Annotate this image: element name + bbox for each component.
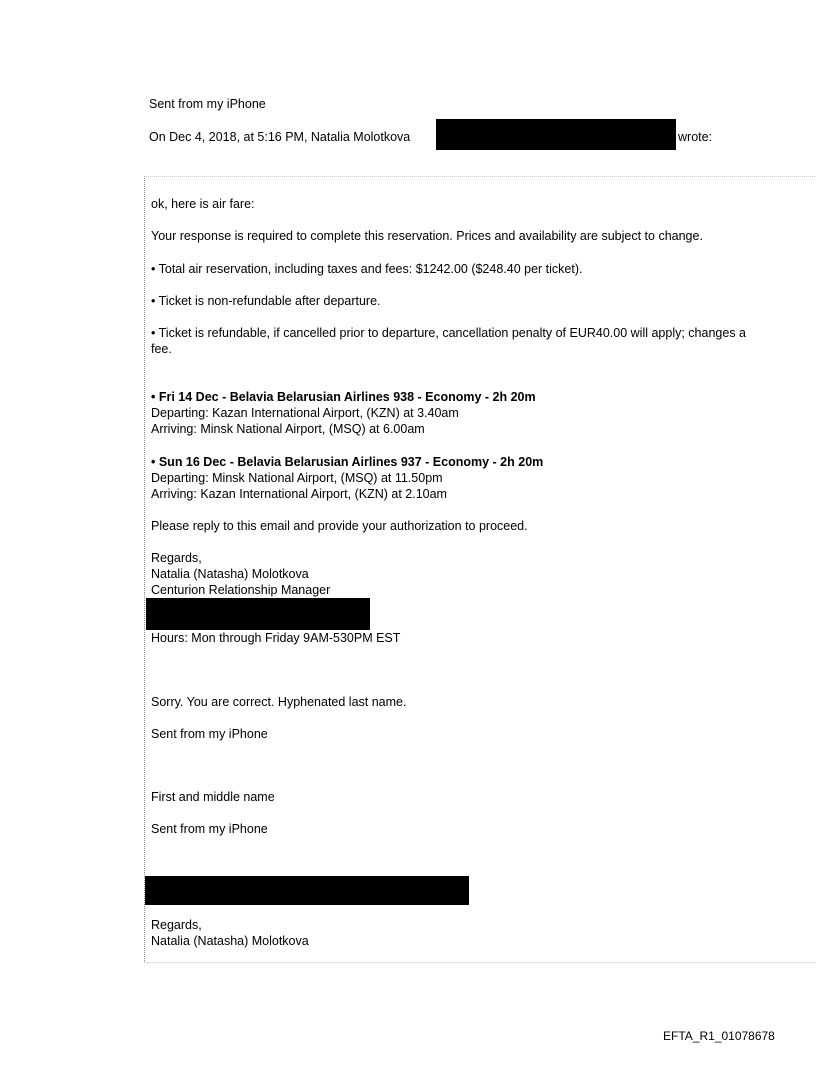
signature-regards: Regards,: [151, 551, 202, 565]
redaction-contact: [146, 598, 370, 630]
document-id: EFTA_R1_01078678: [663, 1029, 775, 1043]
flight-1-arriving: Arriving: Minsk National Airport, (MSQ) at 6.00am: [151, 422, 425, 436]
sent-from-line-3: Sent from my iPhone: [151, 822, 268, 836]
reply-request-text: Please reply to this email and provide your authorization to proceed.: [151, 519, 528, 533]
sent-from-line-2: Sent from my iPhone: [151, 727, 268, 741]
signature-name: Natalia (Natasha) Molotkova: [151, 567, 309, 581]
flight-2-title: • Sun 16 Dec - Belavia Belarusian Airlines 937 - Economy - 2h 20m: [151, 455, 544, 469]
sorry-text: Sorry. You are correct. Hyphenated last name.: [151, 695, 407, 709]
wrote-label: wrote:: [678, 130, 713, 144]
refundable-bullet-cont: fee.: [151, 342, 172, 356]
nonrefundable-bullet: • Ticket is non-refundable after departure.: [151, 294, 381, 308]
flight-2-arriving: Arriving: Kazan International Airport, (KZN) at 2.10am: [151, 487, 447, 501]
first-middle-text: First and middle name: [151, 790, 275, 804]
response-required-text: Your response is required to complete this reservation. Prices and availability are subject to change.: [151, 229, 703, 243]
redaction-email: [436, 119, 676, 150]
name-2: Natalia (Natasha) Molotkova: [151, 934, 309, 948]
flight-1-departing: Departing: Kazan International Airport, (KZN) at 3.40am: [151, 406, 459, 420]
sent-from-line: Sent from my iPhone: [149, 97, 266, 111]
redaction-block: [145, 876, 469, 905]
signature-hours: Hours: Mon through Friday 9AM-530PM EST: [151, 631, 401, 645]
intro-text: ok, here is air fare:: [151, 197, 255, 211]
signature-role: Centurion Relationship Manager: [151, 583, 331, 597]
flight-2-departing: Departing: Minsk National Airport, (MSQ) at 11.50pm: [151, 471, 443, 485]
flight-1-title: • Fri 14 Dec - Belavia Belarusian Airlines 938 - Economy - 2h 20m: [151, 390, 536, 404]
regards-2: Regards,: [151, 918, 202, 932]
on-date-line: On Dec 4, 2018, at 5:16 PM, Natalia Molotkova: [149, 130, 411, 144]
refundable-bullet: • Ticket is refundable, if cancelled prior to departure, cancellation penalty of EUR40.00 will apply; changes a: [151, 326, 746, 340]
total-bullet: • Total air reservation, including taxes and fees: $1242.00 ($248.40 per ticket).: [151, 262, 583, 276]
